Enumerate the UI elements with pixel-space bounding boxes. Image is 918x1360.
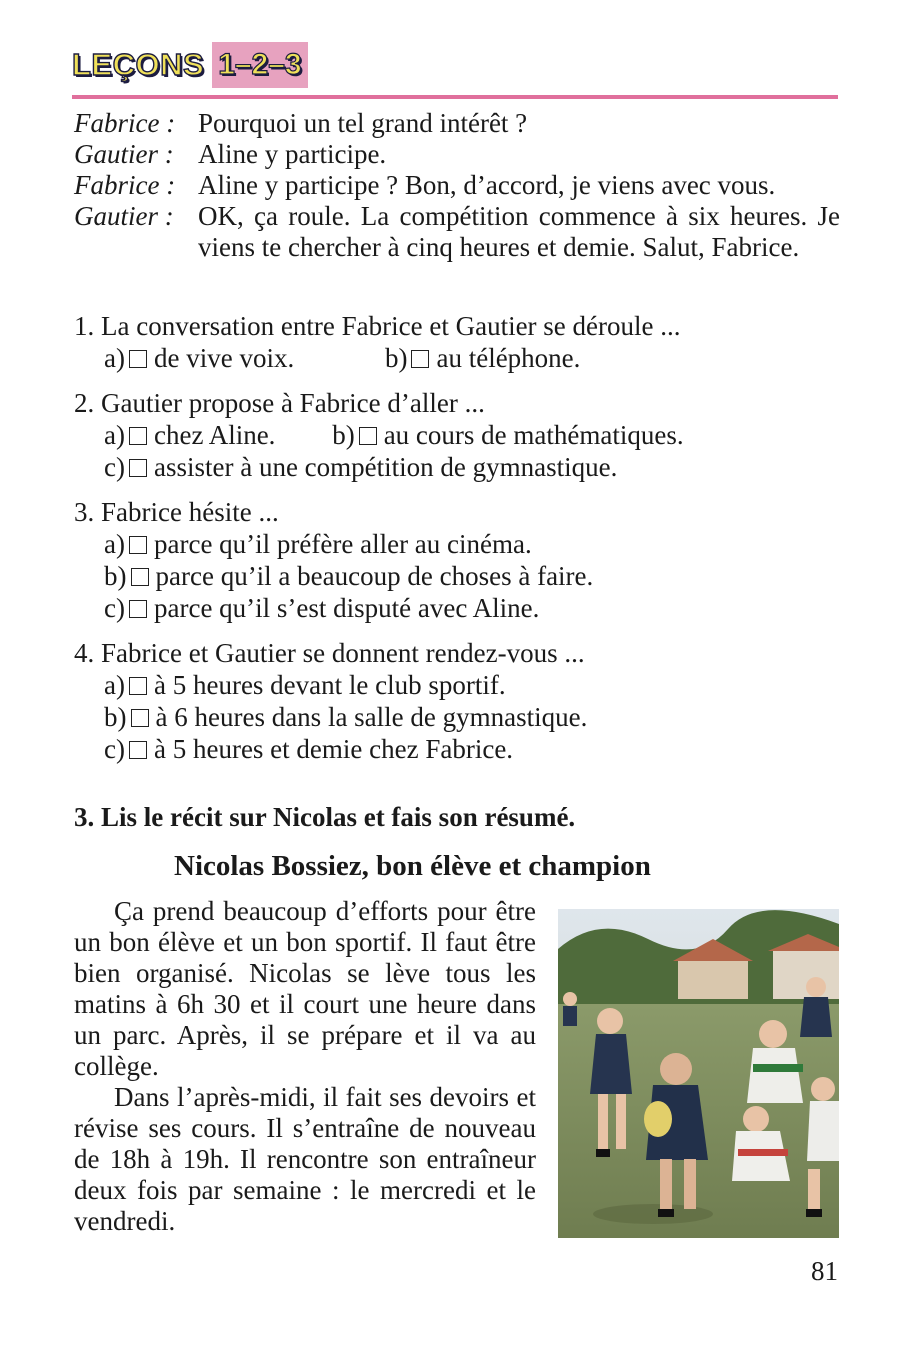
story-paragraph: Dans l’après-midi, il fait ses devoirs et révise ses cours. Il s’entraîne de nouveau de 18h à 19h. Il rencontre son entraîneur deux fois par semaine : le mercredi et le vendredi.: [74, 1082, 536, 1236]
lesson-header: [72, 40, 308, 90]
option-2c[interactable]: [104, 451, 617, 483]
question-text: 1. La conversation entre Fabrice et Gautier se déroule ...: [74, 311, 681, 341]
option-letter: c): [104, 734, 125, 764]
checkbox[interactable]: [129, 350, 147, 368]
option-text: à 6 heures dans la salle de gymnastique.: [155, 702, 588, 732]
checkbox[interactable]: [131, 709, 149, 727]
speaker: Fabrice :: [74, 108, 176, 138]
dialogue-line: [74, 201, 840, 263]
option-text: au cours de mathématiques.: [383, 420, 684, 450]
option-letter: a): [104, 670, 125, 700]
option-4b[interactable]: [104, 701, 587, 733]
option-letter: c): [104, 452, 125, 482]
option-letter: a): [104, 529, 125, 559]
option-text: parce qu’il s’est disputé avec Aline.: [153, 593, 540, 623]
checkbox[interactable]: [131, 568, 149, 586]
checkbox[interactable]: [129, 600, 147, 618]
speaker: Gautier :: [74, 139, 174, 169]
question-text: 3. Fabrice hésite ...: [74, 497, 279, 527]
checkbox[interactable]: [129, 536, 147, 554]
option-text: chez Aline.: [153, 420, 276, 450]
question-text: 4. Fabrice et Gautier se donnent rendez-vous ...: [74, 638, 585, 668]
option-letter: b): [104, 702, 127, 732]
lesson-numbers: 1–2–3: [212, 42, 307, 88]
checkbox[interactable]: [411, 350, 429, 368]
dialogue-line: [74, 170, 840, 201]
page-number: 81: [811, 1256, 838, 1286]
option-text: de vive voix.: [153, 343, 295, 373]
option-text: au téléphone.: [436, 343, 581, 373]
rugby-photo-illustration: [558, 909, 839, 1238]
checkbox[interactable]: [359, 427, 377, 445]
checkbox[interactable]: [129, 427, 147, 445]
option-letter: b): [384, 343, 408, 373]
option-letter: c): [104, 593, 125, 623]
rugby-photo: [558, 909, 839, 1238]
question-2: [74, 387, 840, 483]
option-text: parce qu’il préfère aller au cinéma.: [153, 529, 532, 559]
option-3a[interactable]: [104, 528, 532, 560]
story-text: [74, 896, 536, 1237]
option-text: assister à une compétition de gymnastique.: [153, 452, 618, 482]
option-3c[interactable]: [104, 592, 539, 624]
option-1b[interactable]: [385, 342, 580, 374]
speaker: Fabrice :: [74, 170, 176, 200]
question-text: 2. Gautier propose à Fabrice d’aller ...: [74, 388, 485, 418]
question-3: [74, 496, 840, 624]
option-4a[interactable]: [104, 669, 506, 701]
dialogue-line: [74, 139, 840, 170]
checkbox[interactable]: [129, 677, 147, 695]
question-1: [74, 310, 840, 374]
option-letter: a): [104, 420, 125, 450]
option-3b[interactable]: [104, 560, 593, 592]
option-2a[interactable]: [104, 419, 275, 451]
option-letter: b): [104, 561, 127, 591]
dialogue: [74, 108, 840, 263]
lessons-title: LEÇONS: [72, 47, 205, 82]
option-text: à 5 heures et demie chez Fabrice.: [153, 734, 514, 764]
speech: Aline y participe ? Bon, d’accord, je viens avec vous.: [198, 170, 776, 200]
option-1a[interactable]: [104, 342, 294, 374]
question-4: [74, 637, 840, 765]
checkbox[interactable]: [129, 459, 147, 477]
dialogue-line: [74, 108, 840, 139]
exercise-title: 3. Lis le récit sur Nicolas et fais son résumé.: [74, 802, 576, 832]
quiz: [74, 310, 840, 778]
speech: Aline y participe.: [198, 139, 387, 169]
option-2b[interactable]: [332, 419, 683, 451]
speech: Pourquoi un tel grand intérêt ?: [198, 108, 528, 138]
story-paragraph: Ça prend beaucoup d’efforts pour être un bon élève et un bon sportif. Il faut être bien organisé. Nicolas se lève tous les matins à 6h 30 et il court une heure dans un parc. Après, il se prépare et il va au collège.: [74, 896, 536, 1081]
option-text: à 5 heures devant le club sportif.: [153, 670, 506, 700]
speech: OK, ça roule. La compétition commence à six heures. Je viens te chercher à cinq heures et demie. Salut, Fabrice.: [198, 201, 840, 262]
option-letter: a): [104, 343, 125, 373]
option-4c[interactable]: [104, 733, 513, 765]
option-text: parce qu’il a beaucoup de choses à faire.: [155, 561, 594, 591]
checkbox[interactable]: [129, 741, 147, 759]
story-title: Nicolas Bossiez, bon élève et champion: [174, 850, 651, 882]
option-letter: b): [332, 420, 355, 450]
header-rule: [72, 95, 838, 99]
speaker: Gautier :: [74, 201, 174, 231]
